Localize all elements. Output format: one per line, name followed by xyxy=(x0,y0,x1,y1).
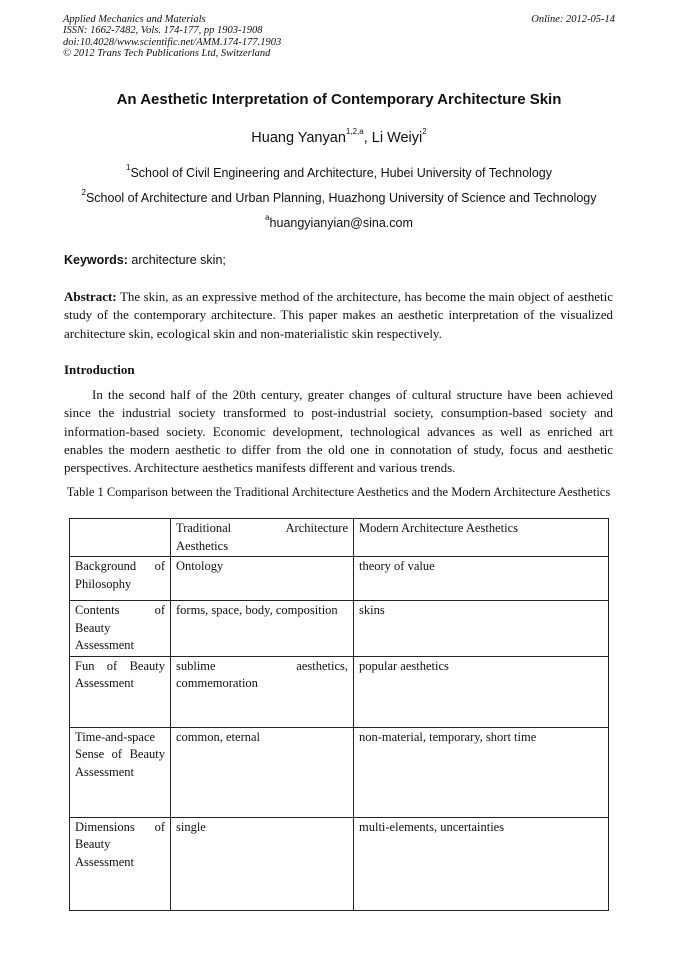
intro-paragraph: In the second half of the 20th century, greater changes of cultural structure have been achieved since the industrial society transformed to post-industrial society, consumption-based society and information-based society. Economic development, technological advances as well as enriched art enables the modern aesthetic to differ from the old one in connotation of study, focus and aesthetic perspectives. Architecture aesthetics manifests different and various trends. xyxy=(64,387,613,476)
table-cell: Time-and-space Sense of Beauty Assessment xyxy=(70,727,171,817)
table-cell: Background of Philosophy xyxy=(70,557,171,601)
email-text: huangyianyian@sina.com xyxy=(269,216,413,230)
author-line xyxy=(0,127,678,146)
author-separator: , xyxy=(363,130,372,146)
online-date: Online: 2012-05-14 xyxy=(531,14,615,25)
author-2-sup: 2 xyxy=(422,127,427,136)
keywords-text: architecture skin; xyxy=(131,253,226,267)
table-row xyxy=(70,601,609,657)
table-cell: single xyxy=(171,817,354,910)
keywords-label: Keywords: xyxy=(64,253,128,267)
table-cell: Dimensions of Beauty Assessment xyxy=(70,817,171,910)
affiliation-1-text: School of Civil Engineering and Architecture, Hubei University of Technology xyxy=(130,166,552,180)
table-header-row xyxy=(70,519,609,557)
table-row xyxy=(70,817,609,910)
copyright-line: © 2012 Trans Tech Publications Ltd, Switzerland xyxy=(63,47,271,59)
table-cell: skins xyxy=(354,601,609,657)
comparison-table xyxy=(69,518,609,911)
journal-header xyxy=(63,14,615,59)
header-cell: Modern Architecture Aesthetics xyxy=(354,519,609,557)
table-cell: multi-elements, uncertainties xyxy=(354,817,609,910)
journal-name: Applied Mechanics and Materials xyxy=(63,14,206,25)
issn-line: ISSN: 1662-7482, Vols. 174-177, pp 1903-1908 xyxy=(63,25,263,37)
email-sup: a xyxy=(265,213,270,222)
table-cell: forms, space, body, composition xyxy=(171,601,354,657)
author-1-sup: 1,2,a xyxy=(345,127,364,136)
affiliation-2 xyxy=(0,188,678,205)
table-cell: popular aesthetics xyxy=(354,656,609,727)
table-row xyxy=(70,557,609,601)
email-line xyxy=(0,213,678,230)
table-cell: sublime aesthetics, commemoration xyxy=(171,656,354,727)
affiliation-2-text: School of Architecture and Urban Planning, Huazhong University of Science and Technology xyxy=(85,191,597,205)
author-1: Huang Yanyan xyxy=(251,130,346,146)
author-2: Li Weiyi xyxy=(371,130,423,146)
affiliation-2-sup: 2 xyxy=(81,188,86,197)
table-cell: theory of value xyxy=(354,557,609,601)
table-cell: non-material, temporary, short time xyxy=(354,727,609,817)
header-cell xyxy=(70,519,171,557)
table-cell: Fun of Beauty Assessment xyxy=(70,656,171,727)
table-row xyxy=(70,656,609,727)
header-cell: Traditional Architecture Aesthetics xyxy=(171,519,354,557)
affiliation-1-sup: 1 xyxy=(126,163,131,172)
intro-heading: Introduction xyxy=(64,362,135,377)
affiliation-1 xyxy=(0,163,678,180)
abstract xyxy=(64,288,613,343)
abstract-text: The skin, as an expressive method of the architecture, has become the main object of aesthetic study of the contemporary architecture. This paper makes an aesthetic interpretation of the visualized architecture skin, ecological skin and non-materialistic skin respectively. xyxy=(64,289,614,341)
keywords xyxy=(64,253,226,267)
table-cell: Contents of Beauty Assessment xyxy=(70,601,171,657)
table-cell: Ontology xyxy=(171,557,354,601)
table-row xyxy=(70,727,609,817)
table-caption: Table 1 Comparison between the Traditional Architecture Aesthetics and the Modern Architecture Aesthetics xyxy=(66,485,611,499)
abstract-label: Abstract: xyxy=(64,289,117,304)
doi-line: doi:10.4028/www.scientific.net/AMM.174-177.1903 xyxy=(63,36,282,48)
paper-title: An Aesthetic Interpretation of Contemporary Architecture Skin xyxy=(116,91,562,108)
table-cell: common, eternal xyxy=(171,727,354,817)
